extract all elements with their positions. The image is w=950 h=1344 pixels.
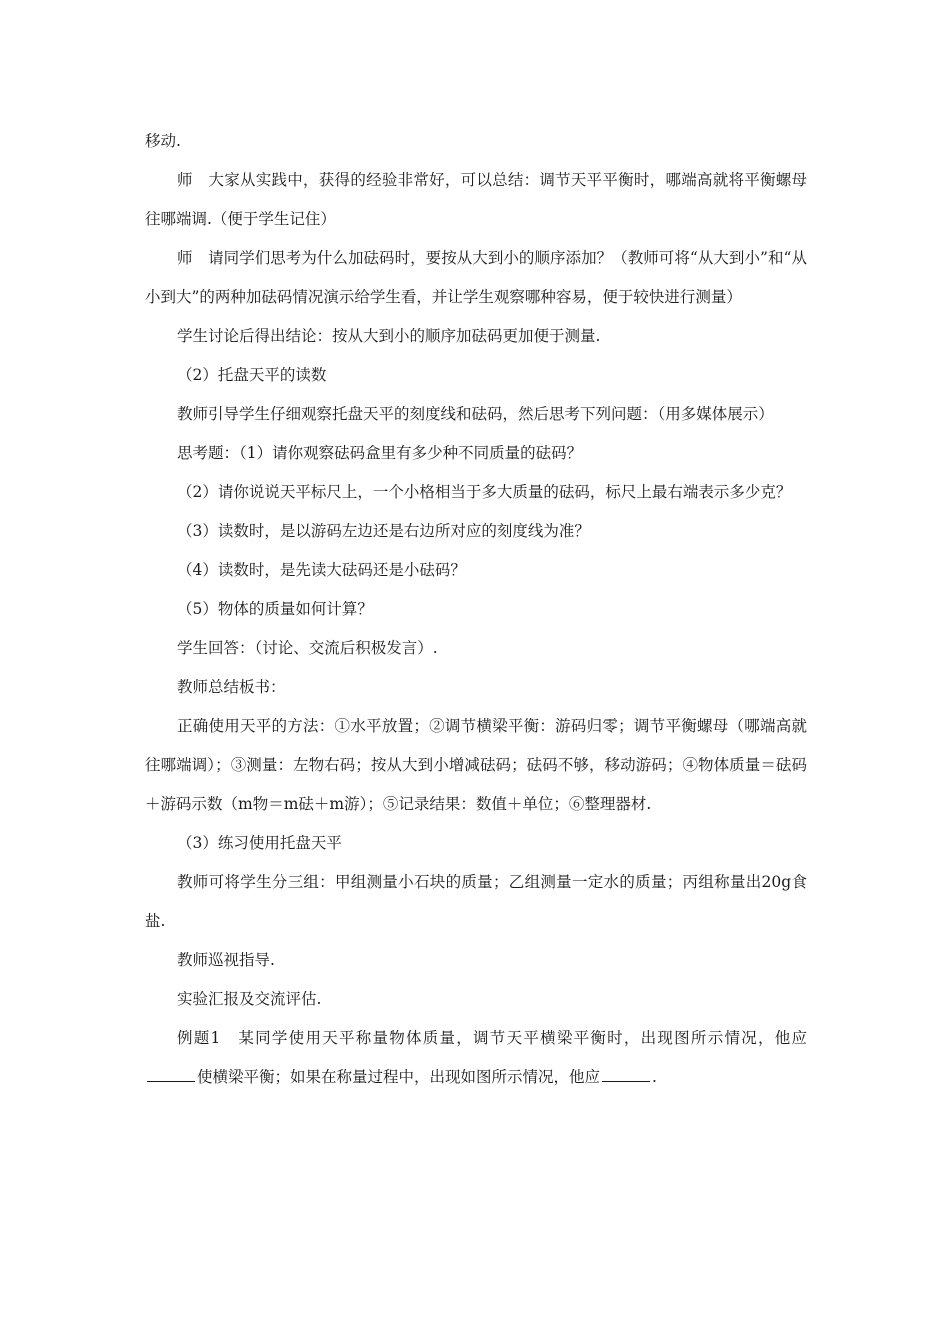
section-heading: （3）练习使用托盘天平 <box>177 834 342 852</box>
paragraph: 师 大家从实践中，获得的经验非常好，可以总结：调节天平平衡时，哪端高就将平衡螺母往哪端调.（便于学生记住） <box>145 171 807 228</box>
paragraph: 学生回答：（讨论、交流后积极发言）. <box>177 639 438 657</box>
paragraph: 学生讨论后得出结论：按从大到小的顺序加砝码更加便于测量. <box>177 327 601 345</box>
example-problem <box>145 1019 807 1097</box>
paragraph: 教师总结板书： <box>177 678 286 696</box>
question: 思考题：（1）请你观察砝码盒里有多少种不同质量的砝码？ <box>177 444 583 462</box>
question: （2）请你说说天平标尺上，一个小格相当于多大质量的砝码，标尺上最右端表示多少克？ <box>177 483 792 501</box>
example-text-1: 例题1 某同学使用天平称量物体质量，调节天平横梁平衡时，出现图所示情况，他应 <box>177 1029 807 1047</box>
question: （3）读数时，是以游码左边还是右边所对应的刻度线为准？ <box>177 522 590 540</box>
paragraph: 师 请同学们思考为什么加砝码时，要按从大到小的顺序添加？（教师可将“从大到小”和“从小到大”的两种加砝码情况演示给学生看，并让学生观察哪种容易，便于较快进行测量） <box>145 249 807 306</box>
paragraph: 教师可将学生分三组：甲组测量小石块的质量；乙组测量一定水的质量；丙组称量出20g食盐. <box>145 873 807 930</box>
question: （5）物体的质量如何计算？ <box>177 600 373 618</box>
section-heading: （2）托盘天平的读数 <box>177 366 327 384</box>
answer-blank-2 <box>602 1081 650 1082</box>
paragraph: 移动. <box>145 132 181 150</box>
document-body <box>145 122 807 1097</box>
paragraph: 教师巡视指导. <box>177 951 275 969</box>
paragraph: 教师引导学生仔细观察托盘天平的刻度线和砝码，然后思考下列问题：（用多媒体展示） <box>177 405 774 423</box>
question: （4）读数时，是先读大砝码还是小砝码？ <box>177 561 466 579</box>
answer-blank-1 <box>147 1081 195 1082</box>
paragraph: 正确使用天平的方法：①水平放置；②调节横梁平衡：游码归零；调节平衡螺母（哪端高就往哪端调）；③测量：左物右码；按从大到小增减砝码；砝码不够，移动游码；④物体质量＝砝码＋游码示数（m物＝m砝＋m游）；⑤记录结果：数值＋单位；⑥整理器材. <box>145 717 807 813</box>
paragraph: 实验汇报及交流评估. <box>177 990 322 1008</box>
example-text-2: 使横梁平衡；如果在称量过程中，出现如图所示情况，他应 <box>197 1068 601 1086</box>
example-text-3: . <box>652 1068 657 1086</box>
